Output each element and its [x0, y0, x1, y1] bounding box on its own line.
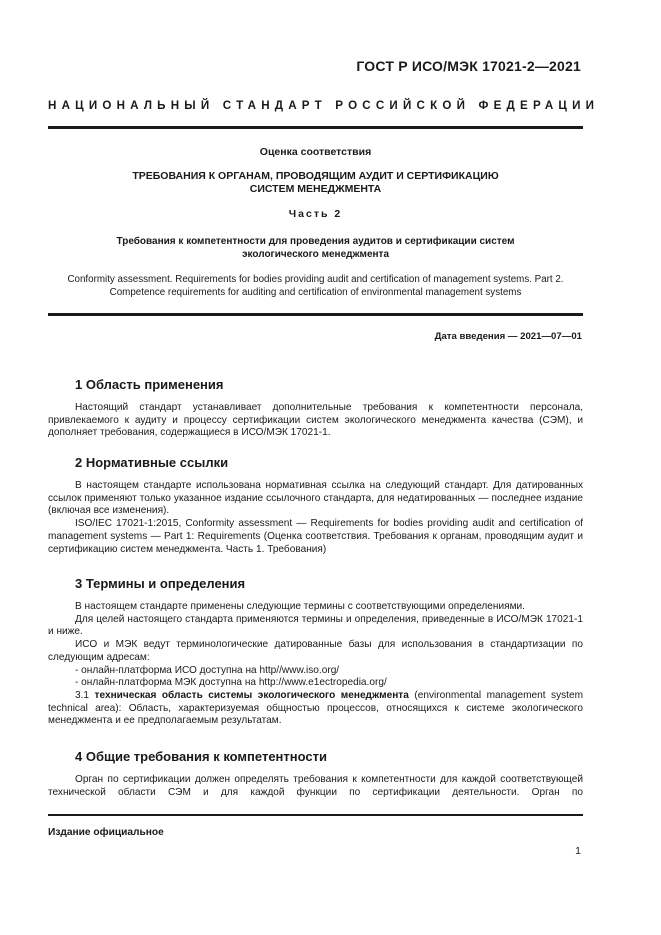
footer-rule	[48, 814, 583, 816]
national-standard-banner: НАЦИОНАЛЬНЫЙ СТАНДАРТ РОССИЙСКОЙ ФЕДЕРАЦИИ	[48, 99, 600, 112]
title-part: Часть 2	[288, 208, 343, 220]
section-4-heading: 4 Общие требования к компетентности	[75, 749, 327, 764]
section-3-list-item-1: - онлайн-платформа ИСО доступна на http//www.iso.org/	[75, 664, 340, 676]
section-3-list-item-2: - онлайн-платформа МЭК доступна на http://www.e1ectropedia.org/	[75, 677, 387, 689]
section-3-paragraph-1: В настоящем стандарте применены следующие термины с соответствующими определениями.	[75, 601, 525, 612]
section-3-body	[48, 601, 583, 728]
introduction-date: Дата введения — 2021—07—01	[434, 331, 582, 342]
section-3-heading: 3 Термины и определения	[75, 576, 246, 591]
section-3-paragraph-2: Для целей настоящего стандарта применяются термины и определения, приведенные в ИСО/МЭК 17021-1 и ниже.	[48, 613, 583, 638]
section-2-body	[48, 480, 583, 556]
title-subtitle: Требования к компетентности для проведения аудитов и сертификации систем экологического менеджмента	[116, 236, 515, 260]
section-2-heading: 2 Нормативные ссылки	[75, 455, 229, 470]
title-line-1: Оценка соответствия	[259, 146, 372, 158]
section-3-paragraph-3: ИСО и МЭК ведут терминологические датированные базы для использования в стандартизации по следующим адресам:	[48, 639, 583, 663]
official-edition-label: Издание официальное	[48, 827, 164, 838]
section-4-body	[48, 774, 583, 799]
section-1-body	[48, 402, 583, 440]
section-1-paragraph: Настоящий стандарт устанавливает дополнительные требования к компетентности персонала, привлекаемого к аудиту и процессу сертификации систем экологического менеджмента качества (СЭМ), и дополняет требования, содержащиеся в ИСО/МЭК 17021-1.	[48, 402, 583, 439]
section-4-paragraph: Орган по сертификации должен определять требования к компетентности для каждой соответствующей технической области СЭМ и для каждой функции по сертификации деятельности. Орган по	[48, 774, 583, 798]
section-1-heading: 1 Область применения	[75, 377, 224, 392]
section-2-paragraph-2: ISO/IEC 17021-1:2015, Conformity assessment — Requirements for bodies providing audit and certification of management systems — Part 1: Requirements (Оценка соответствия. Требования к органам, проводящим аудит и сертификацию систем менеджмента. Часть 1. Требования)	[48, 518, 583, 555]
title-english: Conformity assessment. Requirements for bodies providing audit and certification of management systems. Part 2. Competence requirements for auditing and certification of environmental management systems	[67, 274, 564, 298]
term-definition: (environmental management system technical area): Область, характеризуемая общностью процессов, относящихся к системе экологического менеджмента и ее предполагаемым результатам.	[48, 689, 584, 727]
title-bottom-rule	[48, 313, 583, 316]
section-2-paragraph-1: В настоящем стандарте использована нормативная ссылка на следующий стандарт. Для датированных ссылок применяют только указанное издание ссылочного стандарта, для недатированных — последнее издание (включая все изменения).	[48, 480, 583, 517]
term-number: 3.1	[75, 689, 90, 701]
page-number: 1	[575, 845, 581, 857]
document-code: ГОСТ Р ИСО/МЭК 17021-2—2021	[356, 58, 581, 74]
top-rule	[48, 126, 583, 129]
term-3-1	[48, 690, 583, 728]
term-name: техническая область системы экологического менеджмента	[94, 689, 409, 701]
title-line-2: ТРЕБОВАНИЯ К ОРГАНАМ, ПРОВОДЯЩИМ АУДИТ И СЕРТИФИКАЦИЮ СИСТЕМ МЕНЕДЖМЕНТА	[132, 170, 499, 195]
